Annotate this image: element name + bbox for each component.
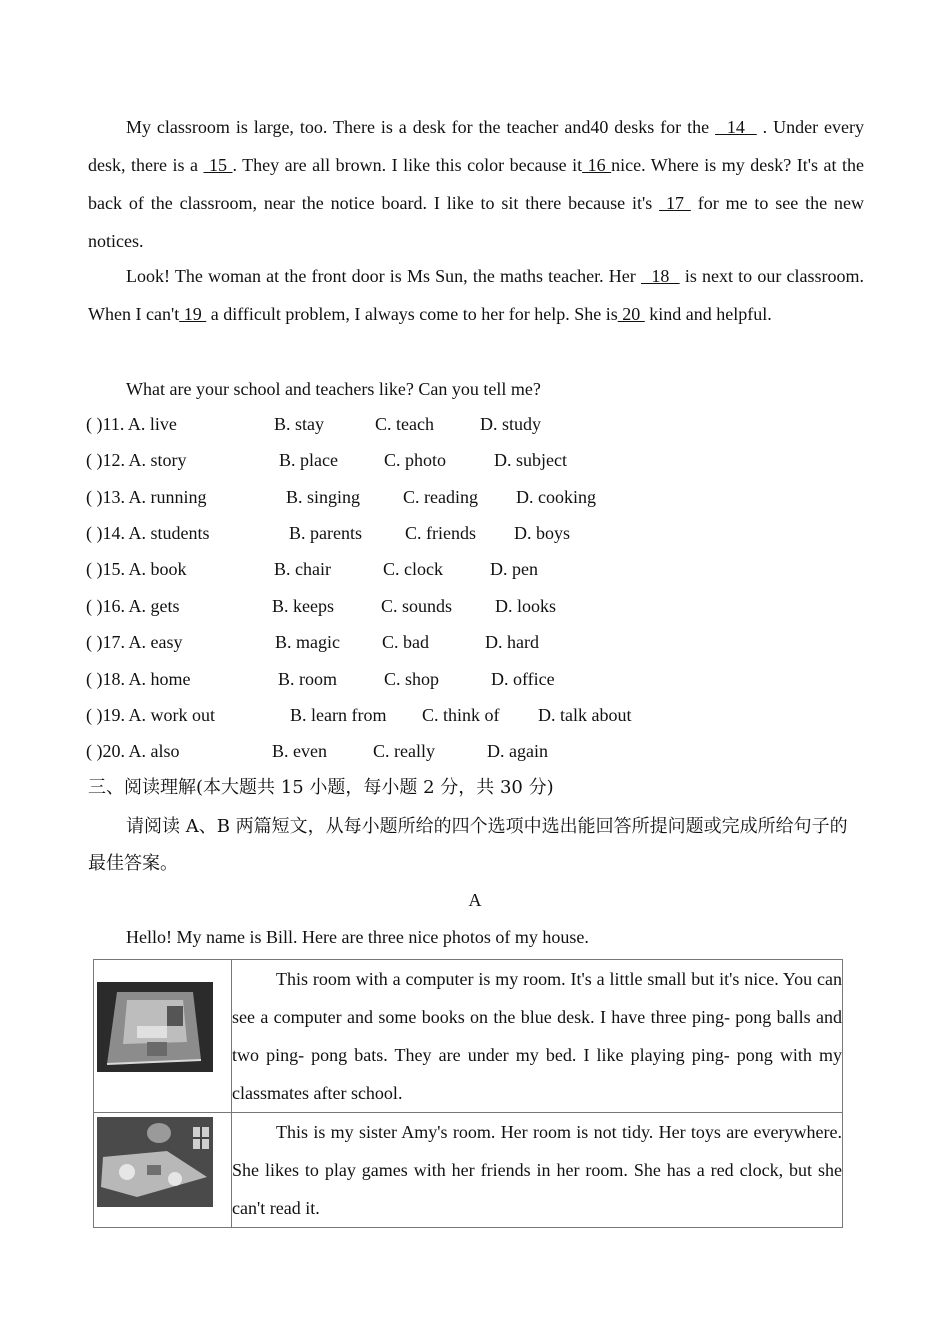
- option-b: B. even: [272, 741, 327, 761]
- blank-14: 14: [715, 117, 757, 137]
- question-number-option-a: ( )16. A. gets: [86, 596, 180, 616]
- passage-text: My classroom is large, too. There is a desk for the teacher and40 desks for the: [126, 117, 716, 137]
- option-d: D. talk about: [538, 705, 632, 725]
- option-c: C. shop: [384, 669, 440, 689]
- option-b: B. stay: [274, 414, 325, 434]
- photo-cell: [94, 960, 232, 1113]
- passage-paragraph-1: [88, 108, 864, 260]
- blank-17: 17: [659, 193, 691, 213]
- option-b: B. learn from: [290, 705, 387, 725]
- question-number-option-a: ( )17. A. easy: [86, 632, 183, 652]
- option-b: B. chair: [274, 559, 331, 579]
- blank-15: 15: [203, 155, 233, 175]
- question-number-option-a: ( )20. A. also: [86, 741, 180, 761]
- photo-cell: [94, 1113, 232, 1228]
- option-b: B. singing: [286, 487, 361, 507]
- option-b: B. keeps: [272, 596, 334, 616]
- option-b: B. magic: [275, 632, 340, 652]
- question-number-option-a: ( )11. A. live: [86, 414, 177, 434]
- option-d: D. boys: [514, 523, 571, 543]
- option-d: D. subject: [494, 450, 567, 470]
- option-c: C. teach: [375, 414, 434, 434]
- option-d: D. hard: [485, 632, 539, 652]
- blank-19: 19: [179, 304, 207, 324]
- passage-text: is next to our classroom. When I can't: [88, 266, 864, 324]
- option-c: C. photo: [384, 450, 447, 470]
- question-number-option-a: ( )19. A. work out: [86, 705, 215, 725]
- room-photo-icon: [97, 982, 213, 1072]
- option-c: C. clock: [383, 559, 443, 579]
- option-d: D. looks: [495, 596, 557, 616]
- option-c: C. bad: [382, 632, 429, 652]
- blank-18: 18: [640, 266, 680, 286]
- room-photo-icon: [97, 1117, 213, 1207]
- option-c: C. reading: [403, 487, 478, 507]
- photo-bill-room: [97, 982, 213, 1072]
- passage-text: nice. Where is my desk? It's at the back of the classroom, near the notice board. I like to sit there because it's: [88, 155, 864, 213]
- option-c: C. really: [373, 741, 435, 761]
- blank-16: 16: [582, 155, 612, 175]
- option-d: D. pen: [490, 559, 538, 579]
- option-c: C. friends: [405, 523, 476, 543]
- photo-row: [94, 1113, 843, 1228]
- question-number-option-a: ( )13. A. running: [86, 487, 207, 507]
- option-d: D. cooking: [516, 487, 596, 507]
- passage-paragraph-3: What are your school and teachers like? Can you tell me?: [126, 379, 541, 399]
- option-d: D. study: [480, 414, 542, 434]
- blank-20: 20: [617, 304, 645, 324]
- option-b: B. parents: [289, 523, 362, 543]
- passage-text: . Under every desk, there is a: [88, 117, 864, 175]
- passage-text: . They are all brown. I like this color because it: [232, 155, 583, 175]
- passage-a-intro: Hello! My name is Bill. Here are three nice photos of my house.: [126, 927, 589, 947]
- photo-row: [94, 960, 843, 1113]
- passage-label-a: A: [468, 890, 482, 910]
- option-c: C. think of: [422, 705, 500, 725]
- photo-amy-room: [97, 1117, 213, 1207]
- option-b: B. place: [279, 450, 338, 470]
- option-d: D. again: [487, 741, 548, 761]
- question-number-option-a: ( )12. A. story: [86, 450, 187, 470]
- question-number-option-a: ( )14. A. students: [86, 523, 210, 543]
- photo-table: [93, 959, 843, 1228]
- question-number-option-a: ( )15. A. book: [86, 559, 187, 579]
- photo-description: This room with a computer is my room. It's a little small but it's nice. You can see a computer and some books on the blue desk. I have three ping- pong balls and two ping- pong bats. They are under my bed. I like playing ping- pong with my classmates after school.: [232, 960, 843, 1113]
- section-instruction: 请阅读 A、B 两篇短文，从每小题所给的四个选项中选出能回答所提问题或完成所给句子的最佳答案。: [88, 816, 848, 874]
- passage-text: Look! The woman at the front door is Ms Sun, the maths teacher. Her: [126, 266, 641, 286]
- option-c: C. sounds: [381, 596, 453, 616]
- passage-text: for me to see the new notices.: [88, 193, 864, 251]
- question-number-option-a: ( )18. A. home: [86, 669, 191, 689]
- passage-paragraph-2: [88, 257, 864, 333]
- passage-text: kind and helpful.: [644, 304, 772, 324]
- passage-text: a difficult problem, I always come to her for help. She is: [206, 304, 618, 324]
- photo-description: This is my sister Amy's room. Her room is not tidy. Her toys are everywhere. She likes to play games with her friends in her room. She has a red clock, but she can't read it.: [232, 1113, 843, 1228]
- option-b: B. room: [278, 669, 338, 689]
- section-heading: 三、阅读理解(本大题共 15 小题，每小题 2 分，共 30 分): [88, 777, 554, 798]
- option-d: D. office: [491, 669, 555, 689]
